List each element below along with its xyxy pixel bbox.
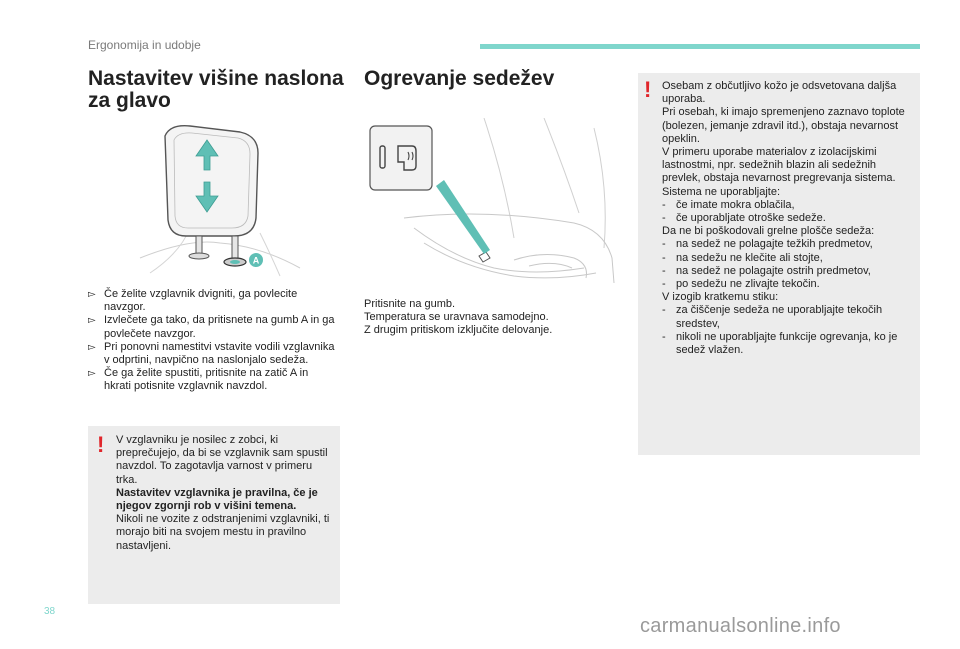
list-item: ▻ Pri ponovni namestitvi vstavite vodili vzglavnika v odprtini, navpično na naslonjalo sedeža.: [88, 340, 335, 367]
headrest-illustration: [130, 118, 310, 278]
dash-item: - če uporabljate otroške sedeže.: [662, 212, 826, 225]
warning-lines: [662, 80, 914, 357]
dash-item: - po sedežu ne zlivajte tekočin.: [662, 278, 820, 291]
warning-text: V vzglavniku je nosilec z zobci, ki preprečujejo, da bi se vzglavnik sam spustil navzdol. To zagotavlja varnost v primeru trka.: [116, 434, 328, 486]
page-number: 38: [44, 606, 56, 617]
section-title: Ergonomija in udobje: [88, 38, 201, 52]
label-a: A: [252, 255, 260, 266]
arrow-bullet-icon: ▻: [88, 315, 96, 327]
warning-text-bold: Nastavitev vzglavnika je pravilna, če je njegov zgornji rob v višini temena.: [116, 486, 318, 513]
warning-text: Osebam z občutljivo kožo je odsvetovana daljša uporaba.: [662, 80, 897, 106]
seat-heating-illustration: [364, 118, 622, 288]
arrow-bullet-icon: ▻: [88, 289, 96, 300]
seat-heating-heading: Ogrevanje sedežev: [364, 67, 555, 90]
list-item: ▻ Če želite vzglavnik dvigniti, ga povlecite navzgor.: [88, 288, 298, 314]
headrest-heading: [88, 68, 348, 112]
list-item: ▻ Izvlečete ga tako, da pritisnete na gumb A in ga povlečete navzgor.: [88, 314, 335, 340]
dash-item: - če imate mokra oblačila,: [662, 198, 795, 211]
instruction-line: Temperatura se uravnava samodejno.: [364, 311, 549, 324]
warning-text: Da ne bi poškodovali grelne plošče sedeža:: [662, 225, 875, 238]
warning-text: V primeru uporabe materialov z izolacijskimi lastnostmi, npr. sedežnih blazin ali sedežnih prevlek, obstaja nevarnost pregrevanja sistema.: [662, 146, 896, 185]
seat-heating-instructions: [364, 298, 624, 338]
warning-text: Pri osebah, ki imajo spremenjeno zaznavo toplote (bolezen, jemanje zdravil itd.), obstaja nevarnost opeklin.: [662, 106, 905, 145]
warning-text: V izogib kratkemu stiku:: [662, 291, 779, 304]
seat-heating-button-icon: [370, 126, 432, 190]
arrow-bullet-icon: ▻: [88, 368, 96, 380]
headrest-heading-line1: Nastavitev višine naslona: [88, 67, 344, 90]
warning-icon: !: [97, 432, 105, 457]
headrest-warning-box: [88, 426, 340, 604]
headrest-heading-line2: za glavo: [88, 89, 171, 112]
warning-text: Nikoli ne vozite z odstranjenimi vzglavniki, ti morajo biti na svojem mestu in pravilno nastavljeni.: [116, 513, 330, 552]
watermark: carmanualsonline.info: [640, 615, 841, 637]
instruction-line: Pritisnite na gumb.: [364, 298, 456, 310]
dash-item: - na sedež ne polagajte ostrih predmetov,: [662, 264, 871, 277]
headrest-instructions: [88, 288, 338, 394]
dash-item: - za čiščenje sedeža ne uporabljajte tekočih sredstev,: [662, 304, 883, 330]
section-color-bar: [480, 44, 920, 49]
arrow-bullet-icon: ▻: [88, 341, 96, 353]
warning-text: Sistema ne uporabljajte:: [662, 185, 781, 198]
dash-item: - nikoli ne uporabljajte funkcije ogrevanja, ko je sedež vlažen.: [662, 330, 898, 357]
seat-heating-warning-box: [638, 73, 920, 455]
instruction-line: Z drugim pritiskom izključite delovanje.: [364, 324, 553, 337]
list-item: ▻ Če ga želite spustiti, pritisnite na zatič A in hkrati potisnite vzglavnik navzdol.: [88, 367, 309, 393]
warning-icon: !: [644, 77, 652, 102]
dash-item: - na sedež ne polagajte težkih predmetov,: [662, 238, 873, 251]
dash-item: - na sedežu ne klečite ali stojte,: [662, 251, 823, 264]
